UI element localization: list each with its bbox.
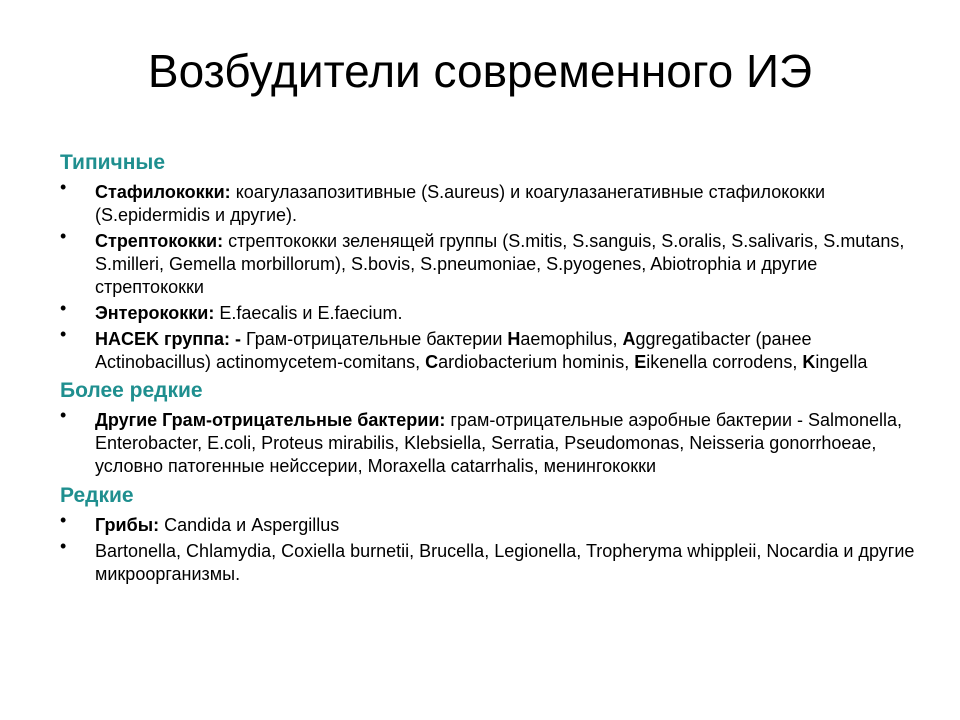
item-text: коагулазапозитивные (S.aureus) и коагулазанегативные стафилококки (S.epidermidis и другие). [95,182,826,225]
list-item [60,226,920,299]
section-heading: Более редкие [60,379,203,402]
list-item [60,405,920,478]
bullet-icon: • [60,405,67,425]
item-bold-text: K [802,352,816,372]
item-text: ikenella corrodens, [646,352,803,372]
list-item [60,510,920,537]
content-body [60,150,920,586]
item-bold-text: A [622,329,636,349]
section-rare [60,483,920,586]
item-text: aemophilus, [520,329,623,349]
section-items [60,405,920,478]
list-item [60,324,920,374]
item-text: Bartonella, Chlamydia, Coxiella burnetii, Brucella, Legionella, Tropheryma whippleii, Nocardia и другие микроорганизмы. [95,541,915,584]
list-item [60,298,920,325]
section-heading: Редкие [60,484,134,507]
item-bold-text: Грибы: [95,515,160,535]
item-text: стрептококки зеленящей группы (S.mitis, S.sanguis, S.oralis, S.salivaris, S.mutans, S.milleri, Gemella morbillorum), S.bovis, S.pneumoniae, S.pyogenes, Abiotrophia и другие стрептококки [95,231,905,297]
item-bold-text: Другие Грам-отрицательные бактерии: [95,410,446,430]
list-item [60,536,920,586]
item-text: ggregatibacter (ранее Actinobacillus) actinomycetem-comitans, [95,329,812,372]
bullet-icon: • [60,536,67,556]
item-text: Candida и Aspergillus [159,515,340,535]
item-bold-text: H [507,329,521,349]
bullet-icon: • [60,298,67,318]
item-bold-text: HACEK группа: - [95,329,242,349]
page-title: Возбудители современного ИЭ [147,45,813,97]
item-bold-text: Стрептококки: [95,231,224,251]
item-text: грам-отрицательные аэробные бактерии - Salmonella, Enterobacter, E.coli, Proteus mirabilis, Klebsiella, Serratia, Pseudomonas, Neisseria gonorrhoeae, условно патогенные нейссерии, Moraxella catarrhalis, менингококки [95,410,903,476]
bullet-icon: • [60,510,67,530]
item-bold-text: C [425,352,439,372]
item-text: E.faecalis и E.faecium. [214,303,403,323]
item-bold-text: Энтерококки: [95,303,215,323]
list-item [60,177,920,227]
bullet-icon: • [60,177,67,197]
section-heading: Типичные [60,151,166,174]
section-typical [60,150,920,374]
section-items [60,177,920,374]
item-text: Грам-отрицательные бактерии [241,329,508,349]
bullet-icon: • [60,324,67,344]
item-text: ingella [815,352,868,372]
section-items [60,510,920,586]
item-bold-text: E [634,352,647,372]
item-text: ardiobacterium hominis, [438,352,635,372]
section-less-common [60,378,920,478]
item-bold-text: Стафилококки: [95,182,231,202]
bullet-icon: • [60,226,67,246]
